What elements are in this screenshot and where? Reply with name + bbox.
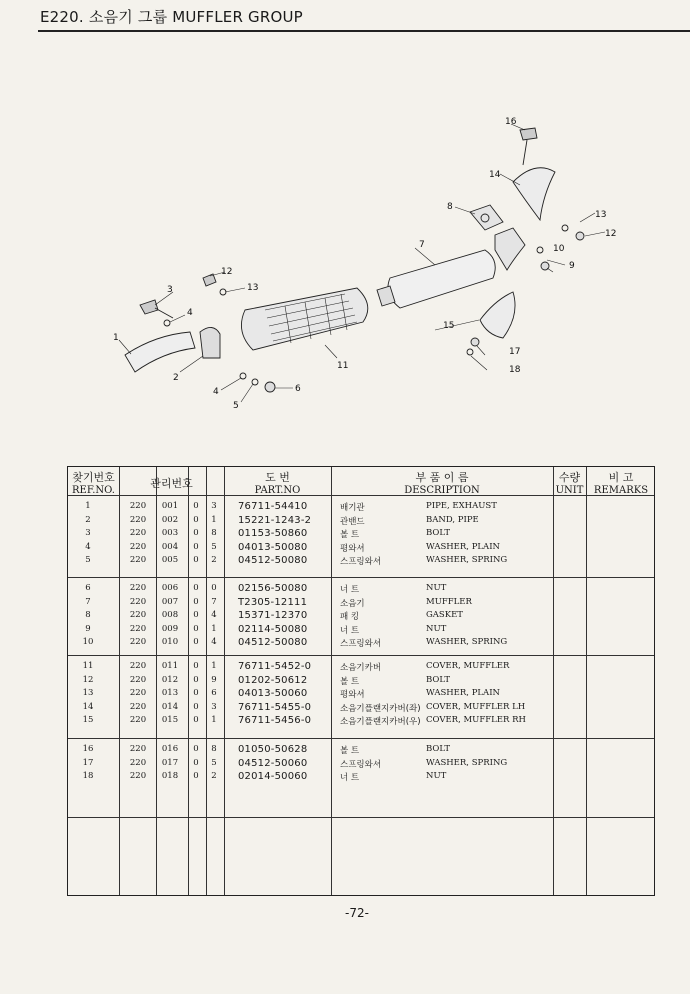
muffler-diagram xyxy=(95,110,655,420)
cell-m4: 0 xyxy=(211,583,217,593)
cell-m1: 220 xyxy=(129,674,147,685)
callout-17: 17 xyxy=(509,347,521,357)
cell-m4: 4 xyxy=(211,610,217,621)
header-part xyxy=(224,469,331,496)
diagram-svg xyxy=(95,110,655,420)
cell-ko: 소음기플랜지카버(좌) xyxy=(340,703,421,714)
cell-m3: 0 xyxy=(193,637,199,648)
callout-15: 15 xyxy=(443,321,455,331)
col-divider xyxy=(586,467,587,895)
cell-en: WASHER, PLAIN xyxy=(426,688,500,699)
cover-rh xyxy=(480,292,515,338)
cell-ref: 13 xyxy=(82,688,94,699)
header-ref-en: REF.NO. xyxy=(72,485,115,496)
col-divider xyxy=(331,467,332,895)
cell-en: GASKET xyxy=(426,610,463,621)
cell-en: BAND, PIPE xyxy=(426,514,479,525)
cell-m4: 3 xyxy=(211,501,217,511)
cell-ko: 너 트 xyxy=(340,625,360,636)
cell-m1: 220 xyxy=(129,555,147,566)
cell-m2: 010 xyxy=(161,637,179,648)
cell-m4: 8 xyxy=(211,528,217,539)
cell-ref: 8 xyxy=(85,610,91,621)
cell-part: 76711-5455-0 xyxy=(238,701,312,713)
cell-ref: 4 xyxy=(85,541,91,552)
parts-table xyxy=(67,466,655,896)
cell-part: 04512-50080 xyxy=(238,555,308,567)
group-divider xyxy=(68,577,654,578)
cell-m1: 220 xyxy=(129,688,147,699)
cover-lh xyxy=(513,168,555,220)
cell-m1: 220 xyxy=(129,514,147,525)
cell-m4: 1 xyxy=(211,514,217,525)
cell-m1: 220 xyxy=(129,637,147,648)
cell-m4: 8 xyxy=(211,744,217,754)
header-part-ko: 도 번 xyxy=(265,471,290,484)
cell-m3: 0 xyxy=(193,541,199,552)
cell-m4: 7 xyxy=(211,596,217,607)
callout-4-b: 4 xyxy=(213,387,219,397)
cell-ko: 스프링와셔 xyxy=(340,557,382,568)
cell-m1: 220 xyxy=(129,528,147,539)
cell-m2: 006 xyxy=(161,583,179,593)
header-desc-en: DESCRIPTION xyxy=(404,485,480,496)
cell-part: 04013-50080 xyxy=(238,541,308,553)
cell-en: COVER, MUFFLER xyxy=(426,661,510,671)
cell-part: 01050-50628 xyxy=(238,744,308,755)
cell-ref: 16 xyxy=(82,744,94,754)
header-mgmt xyxy=(119,475,224,491)
col-divider xyxy=(206,467,207,895)
header-remarks-en: REMARKS xyxy=(593,485,649,496)
cell-m3: 0 xyxy=(193,623,199,634)
header-mgmt-ko: 관리번호 xyxy=(150,477,193,490)
cell-m3: 0 xyxy=(193,501,199,511)
cell-m3: 0 xyxy=(193,771,199,782)
cell-part: 76711-5452-0 xyxy=(238,661,312,672)
cell-part: 15371-12370 xyxy=(238,610,308,622)
cell-m2: 017 xyxy=(161,757,179,768)
callout-13-b: 13 xyxy=(595,210,607,220)
cell-ref: 1 xyxy=(85,501,91,511)
cell-m3: 0 xyxy=(193,528,199,539)
page-title: E220. 소음기 그룹 MUFFLER GROUP xyxy=(40,8,303,26)
cell-en: BOLT xyxy=(426,674,450,685)
cell-m3: 0 xyxy=(193,701,199,712)
cell-m4: 5 xyxy=(211,757,217,768)
exhaust-pipe xyxy=(125,332,195,372)
cell-ko: 평와셔 xyxy=(340,543,365,554)
cell-ko: 스프링와셔 xyxy=(340,759,382,770)
cell-m2: 003 xyxy=(161,528,179,539)
callout-12-b: 12 xyxy=(605,229,617,239)
cell-m3: 0 xyxy=(193,744,199,754)
cell-m2: 015 xyxy=(161,715,179,726)
cell-en: BOLT xyxy=(426,744,450,754)
cell-m1: 220 xyxy=(129,596,147,607)
cell-ref: 7 xyxy=(85,596,91,607)
cell-part: 04512-50060 xyxy=(238,757,308,769)
cell-ko: 볼 트 xyxy=(340,746,360,756)
cell-ref: 14 xyxy=(82,701,94,712)
cell-ko: 평와셔 xyxy=(340,690,365,701)
col-divider xyxy=(224,467,225,895)
cell-m3: 0 xyxy=(193,688,199,699)
cell-en: COVER, MUFFLER LH xyxy=(426,701,526,712)
cell-m4: 2 xyxy=(211,771,217,782)
cell-m2: 005 xyxy=(161,555,179,566)
cell-m4: 6 xyxy=(211,688,217,699)
cell-part: 02156-50080 xyxy=(238,583,308,594)
callout-9: 9 xyxy=(569,261,575,271)
title-rule xyxy=(38,30,690,32)
cell-m3: 0 xyxy=(193,596,199,607)
page-number: -72- xyxy=(345,906,369,920)
cell-m3: 0 xyxy=(193,661,199,671)
cell-m2: 014 xyxy=(161,701,179,712)
cell-m2: 016 xyxy=(161,744,179,754)
callout-18: 18 xyxy=(509,365,521,375)
cell-m1: 220 xyxy=(129,623,147,634)
cell-ref: 3 xyxy=(85,528,91,539)
cell-m4: 1 xyxy=(211,623,217,634)
cell-m1: 220 xyxy=(129,541,147,552)
cell-en: WASHER, SPRING xyxy=(426,555,508,566)
header-ref xyxy=(68,469,119,496)
callout-7: 7 xyxy=(419,240,425,250)
cell-m4: 3 xyxy=(211,701,217,712)
group-divider xyxy=(68,738,654,739)
cell-m1: 220 xyxy=(129,583,147,593)
cell-ko: 너 트 xyxy=(340,585,360,595)
muffler-cover xyxy=(241,288,367,350)
cell-en: BOLT xyxy=(426,528,450,539)
header-ref-ko: 찾기번호 xyxy=(72,471,115,484)
callout-1: 1 xyxy=(113,333,119,343)
cell-ko: 소음기플랜지카버(우) xyxy=(340,717,421,728)
callout-6: 6 xyxy=(295,384,301,394)
header-remarks-ko: 비 고 xyxy=(608,471,634,484)
cell-m1: 220 xyxy=(129,661,147,671)
col-divider xyxy=(119,467,120,895)
cell-m3: 0 xyxy=(193,674,199,685)
cell-m1: 220 xyxy=(129,501,147,511)
cell-en: WASHER, SPRING xyxy=(426,757,508,768)
cell-m2: 008 xyxy=(161,610,179,621)
gasket xyxy=(470,205,503,230)
cell-m2: 004 xyxy=(161,541,179,552)
col-divider xyxy=(553,467,554,895)
cell-part: 04512-50080 xyxy=(238,637,308,649)
cell-ko: 볼 트 xyxy=(340,676,360,687)
header-desc xyxy=(331,469,553,496)
cell-part: 76711-54410 xyxy=(238,501,308,512)
muffler-body xyxy=(388,250,495,308)
cell-ref: 2 xyxy=(85,514,91,525)
cell-ko: 패 킹 xyxy=(340,612,360,623)
cell-m2: 012 xyxy=(161,674,179,685)
col-divider xyxy=(188,467,189,895)
cell-part: 01202-50612 xyxy=(238,674,308,686)
cell-m4: 9 xyxy=(211,674,217,685)
cell-m2: 013 xyxy=(161,688,179,699)
callout-4-a: 4 xyxy=(187,308,193,318)
cell-ref: 9 xyxy=(85,623,91,634)
cell-part: 04013-50060 xyxy=(238,688,308,700)
callout-16: 16 xyxy=(505,117,517,127)
cell-en: NUT xyxy=(426,583,447,593)
header-remarks xyxy=(586,469,656,496)
cell-m1: 220 xyxy=(129,610,147,621)
header-unit-en: UNIT xyxy=(555,485,584,496)
cell-part: T2305-12111 xyxy=(238,596,308,608)
callout-13-a: 13 xyxy=(247,283,259,293)
cell-part: 02014-50060 xyxy=(238,771,308,783)
cell-ref: 10 xyxy=(82,637,94,648)
cell-m2: 011 xyxy=(161,661,179,671)
cell-m1: 220 xyxy=(129,744,147,754)
cell-m4: 2 xyxy=(211,555,217,566)
cell-ko: 볼 트 xyxy=(340,530,360,541)
cell-m3: 0 xyxy=(193,610,199,621)
cell-m3: 0 xyxy=(193,583,199,593)
cell-m3: 0 xyxy=(193,757,199,768)
cell-en: NUT xyxy=(426,771,447,782)
cell-part: 01153-50860 xyxy=(238,528,308,540)
cell-ko: 배기관 xyxy=(340,503,365,513)
callout-3: 3 xyxy=(167,285,173,295)
cell-ref: 5 xyxy=(85,555,91,566)
group-divider xyxy=(68,817,654,818)
cell-m3: 0 xyxy=(193,715,199,726)
callout-12-a: 12 xyxy=(221,267,233,277)
cell-m4: 4 xyxy=(211,637,217,648)
cell-m1: 220 xyxy=(129,771,147,782)
cell-ko: 너 트 xyxy=(340,773,360,784)
cell-m2: 007 xyxy=(161,596,179,607)
cell-m3: 0 xyxy=(193,555,199,566)
group-divider xyxy=(68,655,654,656)
cell-ref: 15 xyxy=(82,715,94,726)
cell-m3: 0 xyxy=(193,514,199,525)
header-desc-ko: 부 품 이 름 xyxy=(415,471,469,484)
cell-en: PIPE, EXHAUST xyxy=(426,501,497,511)
cell-m1: 220 xyxy=(129,757,147,768)
cell-ref: 18 xyxy=(82,771,94,782)
cell-m2: 018 xyxy=(161,771,179,782)
cell-ref: 11 xyxy=(82,661,94,671)
header-unit-ko: 수량 xyxy=(558,471,581,484)
cell-ko: 소음기카버 xyxy=(340,663,382,673)
cell-m4: 5 xyxy=(211,541,217,552)
header-part-en: PART.NO xyxy=(254,485,301,496)
cell-ref: 6 xyxy=(85,583,91,593)
cell-ref: 17 xyxy=(82,757,94,768)
cell-part: 76711-5456-0 xyxy=(238,715,312,727)
cell-m2: 009 xyxy=(161,623,179,634)
cell-en: WASHER, SPRING xyxy=(426,637,508,648)
cell-m2: 001 xyxy=(161,501,179,511)
callout-2: 2 xyxy=(173,373,179,383)
cell-ko: 관밴드 xyxy=(340,516,365,527)
header-unit xyxy=(553,469,586,496)
callout-5: 5 xyxy=(233,401,239,411)
cell-en: MUFFLER xyxy=(426,596,472,607)
cell-ref: 12 xyxy=(82,674,94,685)
cell-ko: 스프링와셔 xyxy=(340,639,382,650)
callout-8: 8 xyxy=(447,202,453,212)
callout-10: 10 xyxy=(553,244,565,254)
cell-m2: 002 xyxy=(161,514,179,525)
callout-11: 11 xyxy=(337,361,349,371)
cell-en: COVER, MUFFLER RH xyxy=(426,715,526,726)
cell-part: 02114-50080 xyxy=(238,623,308,635)
cell-m4: 1 xyxy=(211,661,217,671)
cell-en: NUT xyxy=(426,623,447,634)
callout-14: 14 xyxy=(489,170,501,180)
cell-m4: 1 xyxy=(211,715,217,726)
pipe-band xyxy=(200,327,220,358)
cell-m1: 220 xyxy=(129,715,147,726)
cell-m1: 220 xyxy=(129,701,147,712)
cell-part: 15221-1243-2 xyxy=(238,514,312,526)
cell-en: WASHER, PLAIN xyxy=(426,541,500,552)
cell-ko: 소음기 xyxy=(340,598,365,609)
